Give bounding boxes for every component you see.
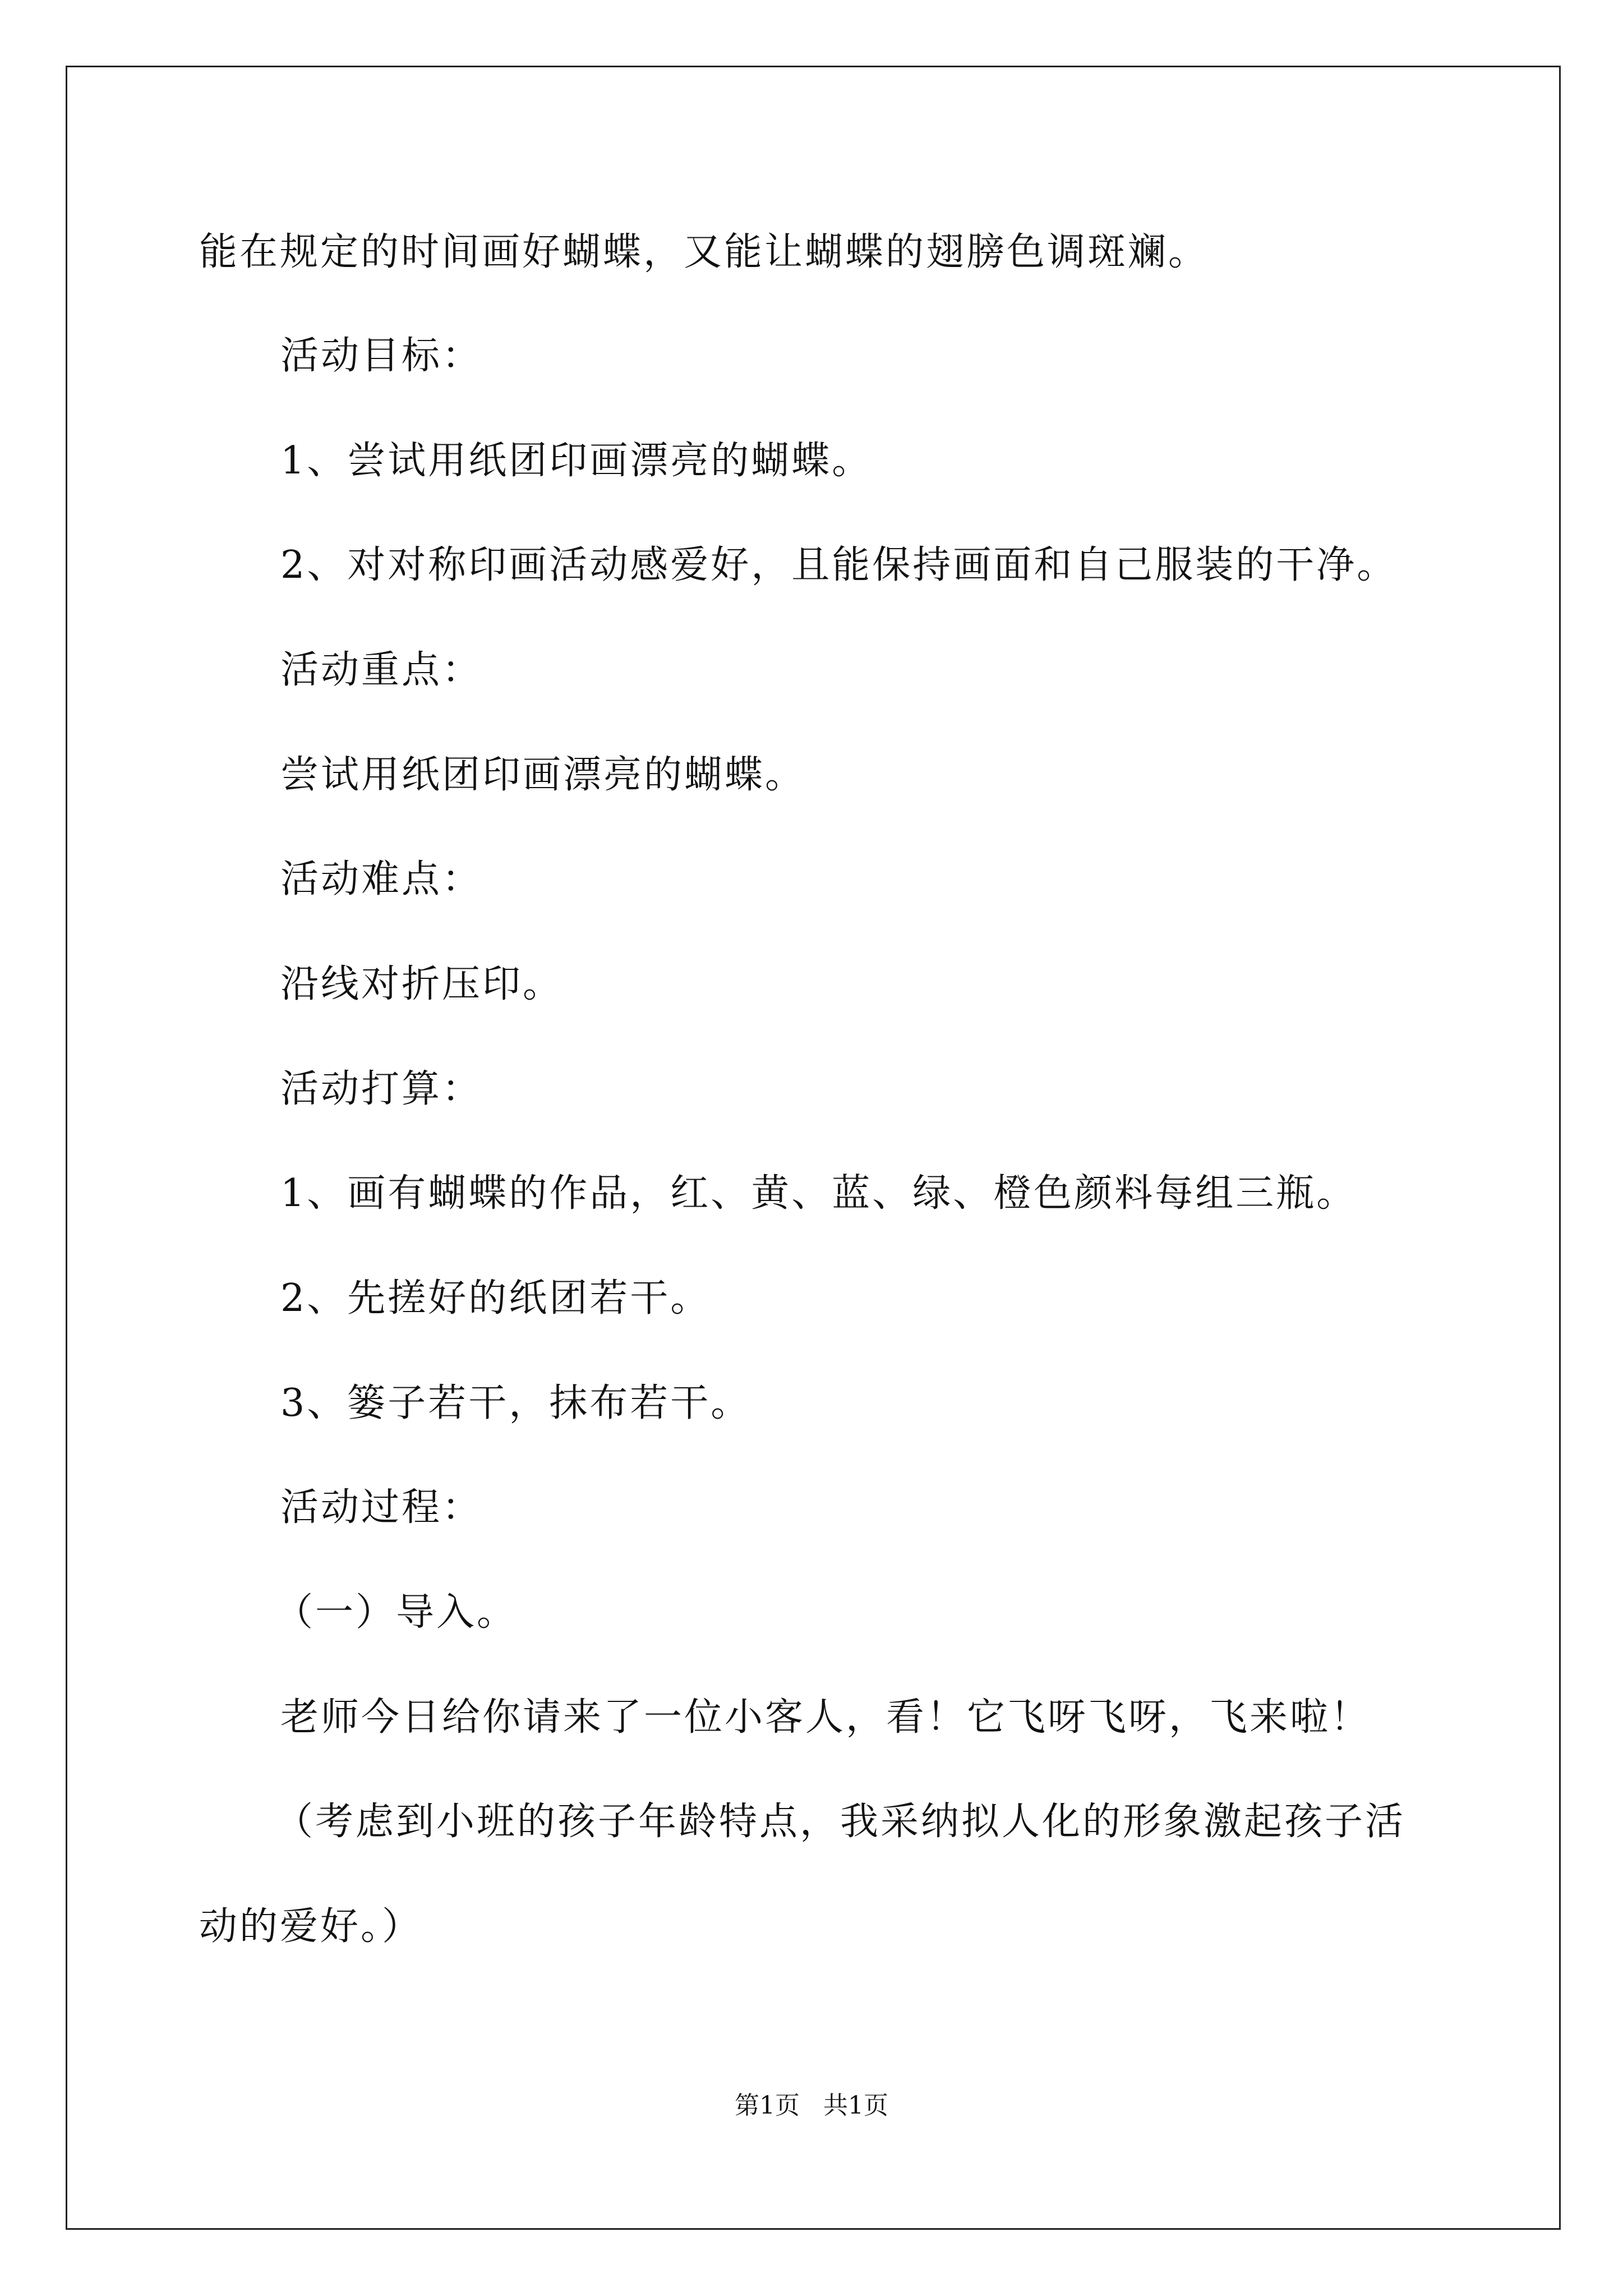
heading-activity-preparation: 活动打算： [280,1067,483,1111]
goal-item-2: 2、对对称印画活动感爱好，且能保持画面和自己服装的干净。 [280,543,1398,587]
heading-activity-process: 活动过程： [280,1485,483,1530]
heading-activity-difficulty: 活动难点： [280,857,483,901]
preparation-item-1: 1、画有蝴蝶的作品，红、黄、蓝、绿、橙色颜料每组三瓶。 [280,1171,1357,1216]
goal-item-1: 1、尝试用纸团印画漂亮的蝴蝶。 [280,439,873,483]
focus-text: 尝试用纸团印画漂亮的蝴蝶。 [280,753,806,797]
process-note-line-2: 动的爱好。） [199,1904,423,1949]
heading-activity-goals: 活动目标： [280,334,483,378]
preparation-item-2: 2、先搓好的纸团若干。 [280,1276,711,1320]
preparation-item-3: 3、篓子若干，抹布若干。 [280,1381,751,1425]
process-step-intro: （一）导入。 [275,1590,518,1635]
heading-activity-focus: 活动重点： [280,648,483,692]
process-text-teacher: 老师今日给你请来了一位小客人，看！它飞呀飞呀，飞来啦！ [280,1695,1371,1740]
process-note-line-1: （考虑到小班的孩子年龄特点，我采纳拟人化的形象激起孩子活 [275,1800,1406,1844]
page-footer: 第1页 共1页 [735,2091,888,2120]
difficulty-text: 沿线对折压印。 [280,962,564,1006]
body-line-continuation: 能在规定的时间画好蝴蝶，又能让蝴蝶的翅膀色调斑斓。 [199,230,1209,274]
